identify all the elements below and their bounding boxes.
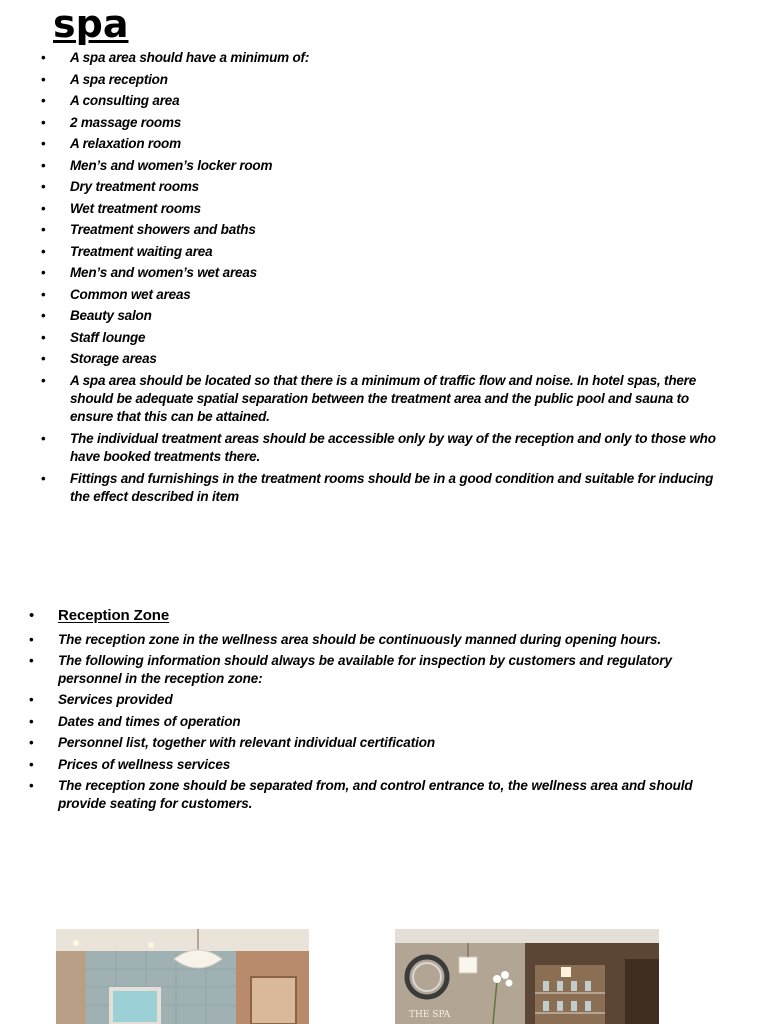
list-item	[0, 307, 720, 329]
list-item	[0, 243, 720, 265]
bullet: •	[41, 71, 46, 87]
bullet: •	[41, 114, 46, 130]
list-item-text: A relaxation room	[70, 136, 181, 151]
list-item	[0, 135, 720, 157]
bullet: •	[29, 632, 34, 647]
bullet: •	[29, 778, 34, 793]
bullet: •	[41, 351, 46, 366]
list-item	[0, 71, 720, 93]
list-item-text: Beauty salon	[70, 308, 152, 323]
list-item-text: A spa area should be located so that there is a minimum of traffic flow and noise. In hotel spas, there should be adequate spatial separation between the treatment area and the public pool and sauna to ensure that this can be attained.	[70, 372, 697, 424]
bullet: •	[41, 50, 46, 65]
list-item-text: A spa reception	[70, 71, 168, 87]
list-item	[0, 178, 720, 200]
spa-room-illustration	[56, 929, 309, 1024]
bullet: •	[41, 200, 46, 216]
bullet: •	[29, 735, 34, 750]
bullet: •	[41, 179, 46, 194]
bullet: •	[41, 286, 46, 302]
reception-zone-heading: Reception Zone	[58, 607, 170, 624]
list-item-text: 2 massage rooms	[70, 114, 182, 130]
list-item	[0, 734, 698, 756]
list-item-text: Treatment showers and baths	[70, 222, 256, 237]
spa-sign-text: THE SPA	[409, 1010, 451, 1020]
list-item-text: Staff lounge	[70, 329, 146, 345]
list-item	[0, 286, 720, 308]
list-item	[0, 691, 698, 713]
bullet: •	[29, 756, 34, 772]
list-item	[0, 631, 698, 649]
bullet: •	[41, 470, 46, 486]
bullet: •	[29, 607, 35, 624]
list-item-text: Fittings and furnishings in the treatment rooms should be in a good condition and suitable for inducing the effect described in item	[70, 470, 714, 504]
bullet: •	[41, 222, 46, 237]
list-item	[0, 470, 720, 506]
list-item-text: The individual treatment areas should be accessible only by way of the reception and only to those who have booked treatments there.	[70, 430, 716, 464]
list-item	[0, 350, 720, 372]
bullet: •	[41, 93, 46, 108]
list-item	[0, 200, 720, 222]
bullet: •	[41, 329, 46, 345]
list-item	[0, 713, 698, 735]
list-item-text: Wet treatment rooms	[70, 200, 201, 216]
list-item-text: Personnel list, together with relevant individual certification	[58, 735, 436, 750]
list-item-text: Dates and times of operation	[58, 713, 241, 729]
list-item-text: Dry treatment rooms	[70, 179, 199, 194]
list-item	[0, 49, 720, 71]
spa-room-photo	[56, 929, 309, 1024]
list-item-text: Men’s and women’s wet areas	[70, 265, 257, 280]
list-item	[0, 329, 720, 351]
list-item-text: Common wet areas	[70, 286, 191, 302]
list-item-text: A spa area should have a minimum of:	[70, 50, 310, 65]
list-item-text: The reception zone should be separated from, and control entrance to, the wellness area and should provide seating for customers.	[58, 778, 693, 811]
bullet: •	[41, 430, 46, 446]
list-item	[0, 221, 720, 243]
list-item-text: Treatment waiting area	[70, 243, 213, 259]
list-item	[0, 372, 720, 426]
list-item-text: A consulting area	[70, 93, 180, 108]
bullet: •	[41, 136, 46, 151]
list-item	[0, 777, 698, 813]
spa-requirements-list	[0, 49, 768, 510]
list-item	[0, 652, 698, 688]
bullet: •	[41, 308, 46, 323]
bullet: •	[41, 372, 46, 388]
bullet: •	[41, 243, 46, 259]
reception-zone-list	[0, 607, 768, 816]
list-item	[0, 430, 720, 466]
bullet: •	[29, 653, 34, 668]
spa-reception-illustration	[395, 929, 659, 1024]
bullet: •	[29, 692, 34, 707]
list-item-text: Prices of wellness services	[58, 756, 231, 772]
list-item	[0, 92, 720, 114]
bullet: •	[29, 713, 34, 729]
section-heading	[0, 607, 698, 631]
list-item	[0, 157, 720, 179]
page-title: spa	[53, 2, 129, 46]
list-item-text: The following information should always be available for inspection by customers and regulatory personnel in the reception zone:	[58, 653, 672, 686]
list-item-text: Services provided	[58, 692, 173, 707]
list-item-text: The reception zone in the wellness area should be continuously manned during opening hours.	[58, 632, 661, 647]
bullet: •	[41, 157, 46, 173]
list-item	[0, 114, 720, 136]
list-item	[0, 756, 698, 778]
bullet: •	[41, 265, 46, 280]
list-item-text: Men’s and women’s locker room	[70, 157, 273, 173]
spa-reception-photo	[395, 929, 659, 1024]
list-item-text: Storage areas	[70, 351, 157, 366]
list-item	[0, 264, 720, 286]
